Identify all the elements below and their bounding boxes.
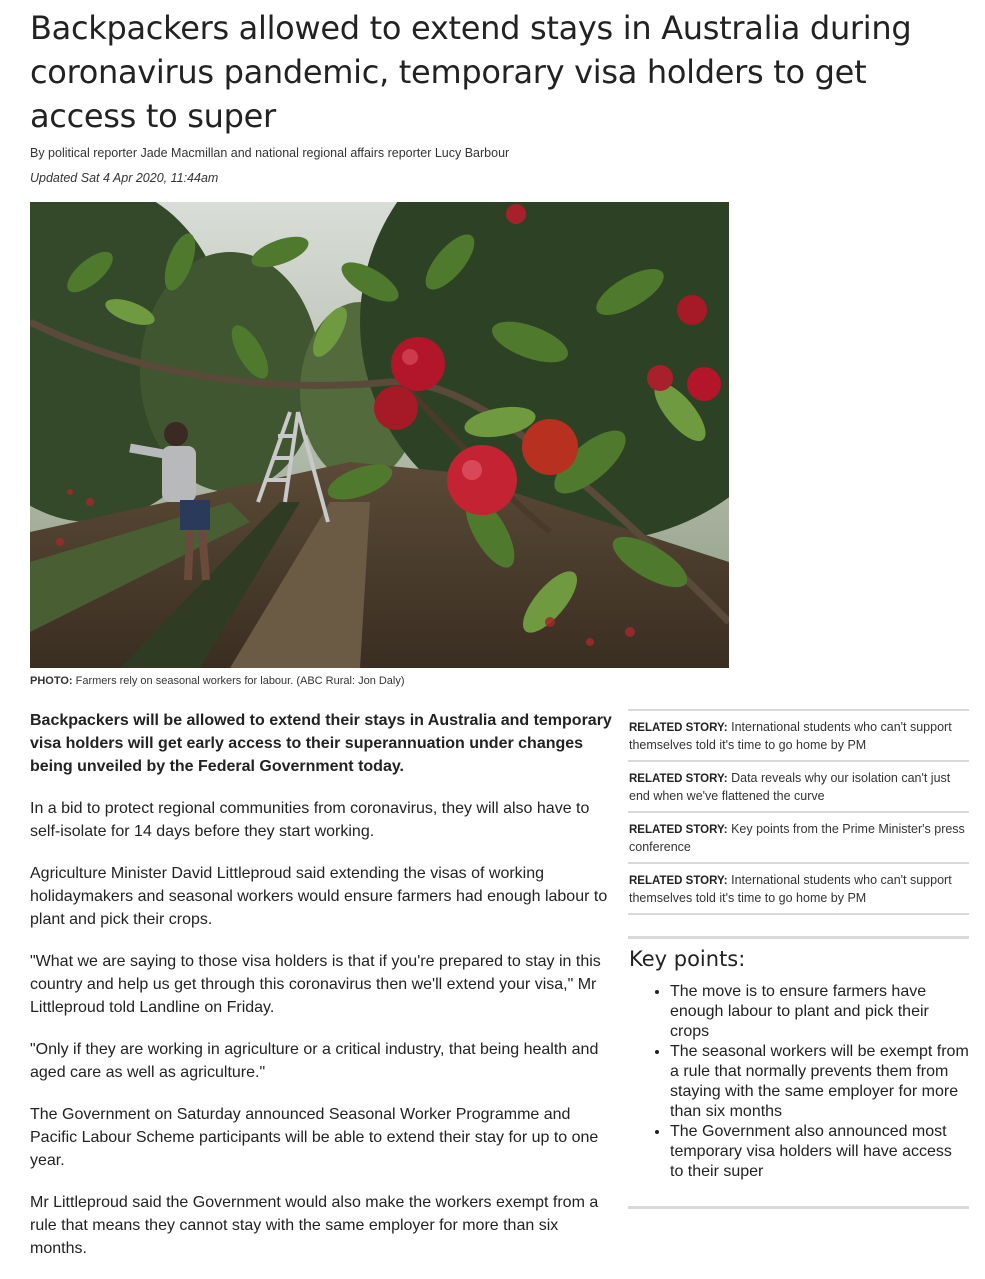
body-paragraph: In a bid to protect regional communities from coronavirus, they will also have to self-isolate for 14 days before they start working. [30,800,590,840]
related-story-link[interactable] [628,813,969,864]
key-points-list [628,982,969,1182]
related-story-tag: RELATED STORY: [629,773,728,785]
key-points-box [628,936,969,1209]
caption-label: PHOTO: [30,675,73,687]
related-story-link[interactable] [628,762,969,813]
article-sidebar [628,709,969,1209]
byline: By political reporter Jade Macmillan and national regional affairs reporter Lucy Barbour [30,146,510,160]
related-story-title[interactable]: Key points from the Prime Minister's press conference [629,822,965,854]
key-point-item: • The seasonal workers will be exempt from a rule that normally prevents them from staying with the same employer for more than six months [670,1042,969,1122]
key-point-item: • The move is to ensure farmers have enough labour to plant and pick their crops [670,982,969,1042]
key-points-title: Key points: [629,947,746,971]
related-story-title[interactable]: International students who can't support themselves told it's time to go home by PM [629,873,952,905]
article-headline: Backpackers allowed to extend stays in Australia during coronavirus pandemic, temporary visa holders to get access to super [30,9,912,135]
related-story-tag: RELATED STORY: [629,824,728,836]
body-paragraph: "What we are saying to those visa holders is that if you're prepared to stay in this country and help us get through this coronavirus then we'll extend your visa," Mr Littleproud told Landline on Friday. [30,953,601,1016]
orchard-photo-illustration [30,202,729,668]
related-stories [628,709,969,915]
related-story-title[interactable]: Data reveals why our isolation can't just end when we've flattened the curve [629,771,951,803]
body-paragraph: The Government on Saturday announced Seasonal Worker Programme and Pacific Labour Scheme participants will be able to extend their stay for up to one year. [30,1106,599,1169]
photo-caption [30,675,405,687]
body-paragraph: Agriculture Minister David Littleproud said extending the visas of working holidaymakers and seasonal workers would ensure farmers had enough labour to plant and pick their crops. [30,865,608,928]
lead-paragraph: Backpackers will be allowed to extend their stays in Australia and temporary visa holders will get early access to their superannuation under changes being unveiled by the Federal Government today. [30,712,612,775]
related-story-tag: RELATED STORY: [629,722,728,734]
article-photo[interactable] [30,202,729,668]
body-paragraph: Mr Littleproud said the Government would also make the workers exempt from a rule that means they cannot stay with the same employer for more than six months. [30,1194,599,1257]
updated-timestamp: Updated Sat 4 Apr 2020, 11:44am [30,171,219,185]
key-point-item: • The Government also announced most temporary visa holders will have access to their super [670,1122,969,1182]
related-story-link[interactable] [628,711,969,762]
article-body [30,709,615,1279]
related-story-tag: RELATED STORY: [629,875,728,887]
body-paragraph: "Only if they are working in agriculture or a critical industry, that being health and aged care as well as agriculture." [30,1041,599,1081]
caption-text: Farmers rely on seasonal workers for labour. (ABC Rural: Jon Daly) [75,675,405,687]
related-story-title[interactable]: International students who can't support themselves told it's time to go home by PM [629,720,952,752]
related-story-link[interactable] [628,864,969,915]
